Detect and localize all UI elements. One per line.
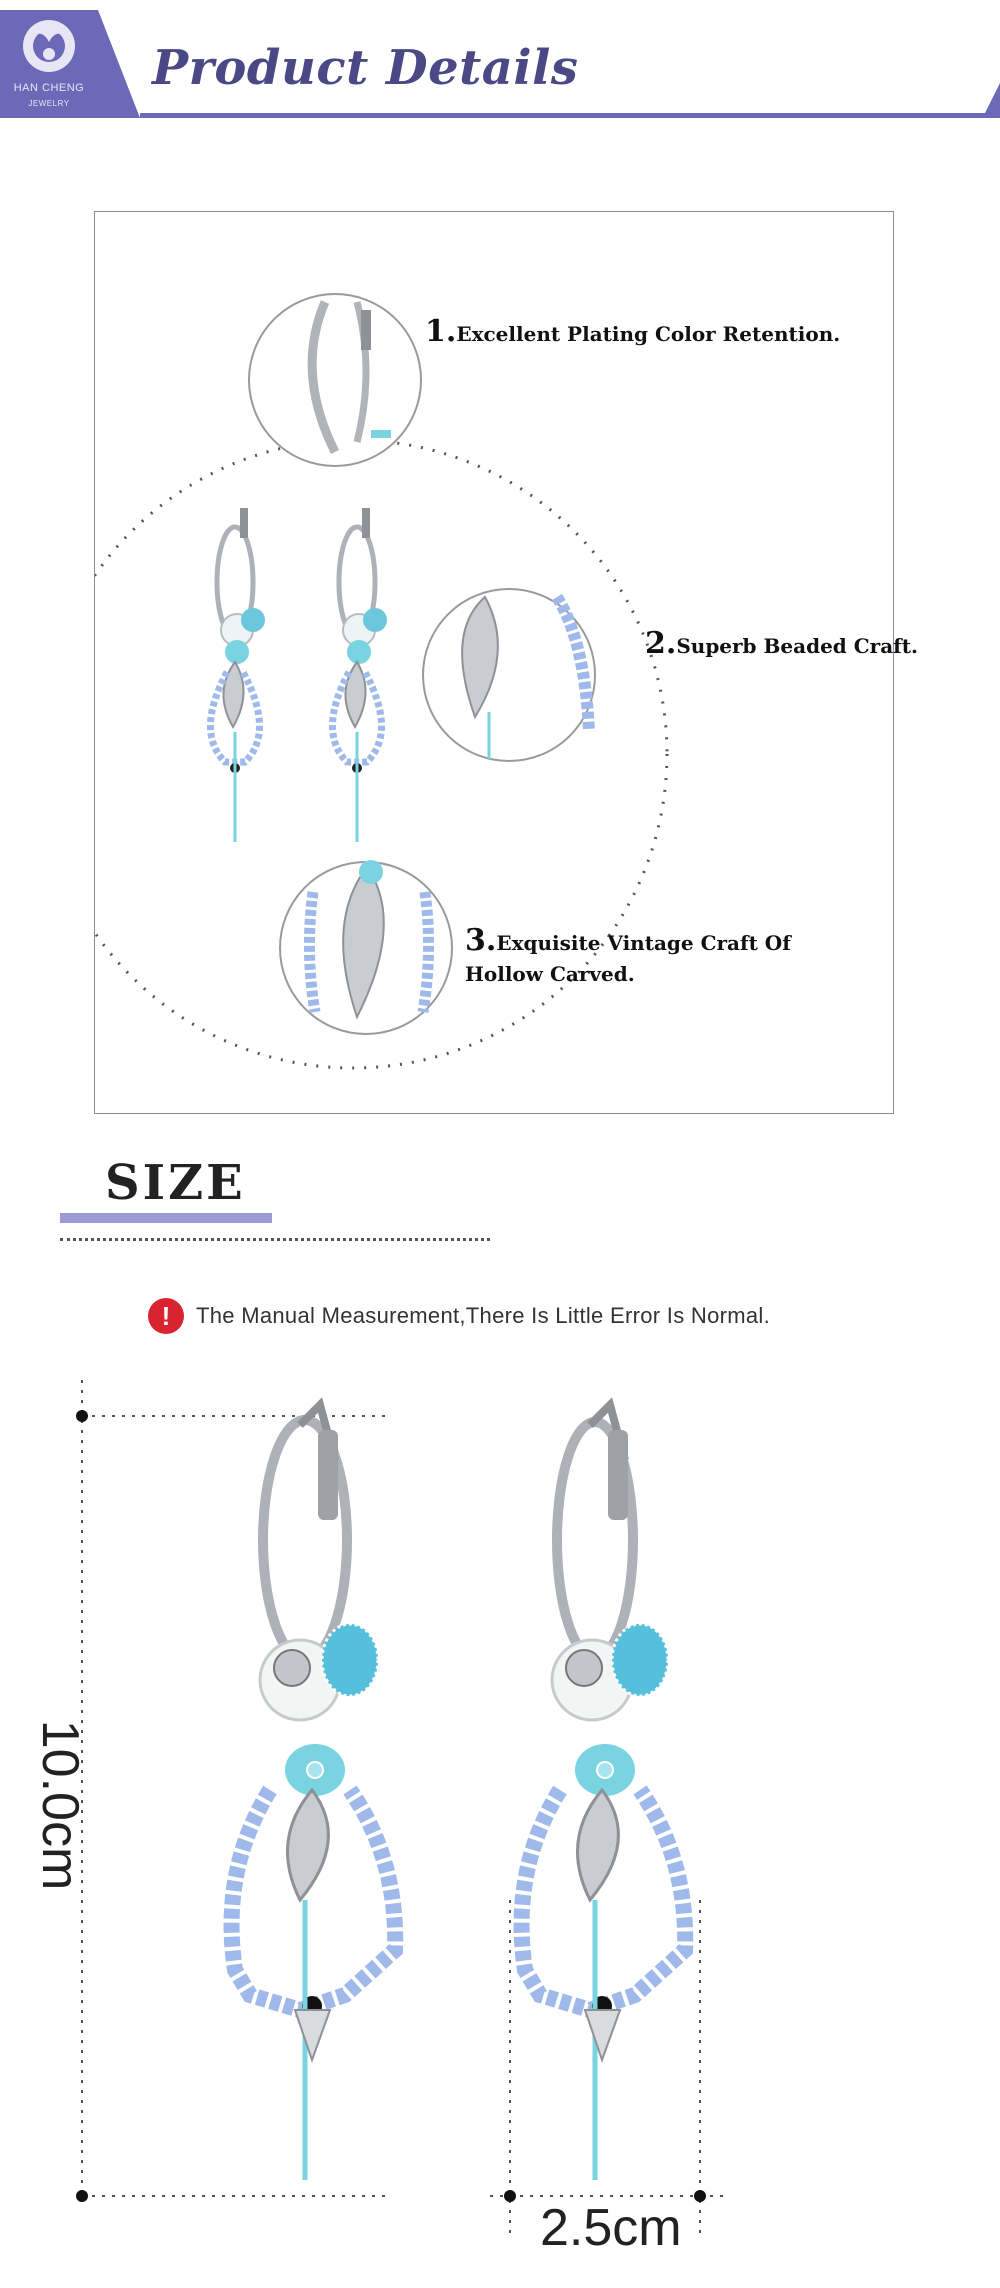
height-label: 10.0cm: [31, 1719, 89, 1891]
feature-panel: [94, 211, 918, 1114]
earring-left-small: [210, 508, 265, 842]
earring-left-large: [232, 1405, 396, 2180]
size-divider: [60, 1238, 490, 1241]
feature-1: [425, 315, 840, 354]
feature-2-text: Superb Beaded Craft.: [676, 634, 918, 658]
feature-2: [645, 627, 918, 666]
feature-1-number: 1.: [425, 314, 457, 349]
measurement-notice: [148, 1296, 770, 1336]
detail-circle-plating: [249, 294, 421, 466]
feature-1-text: Excellent Plating Color Retention.: [456, 322, 841, 346]
feature-3-text: Exquisite Vintage Craft Of: [496, 931, 791, 955]
width-label: 2.5cm: [540, 2199, 682, 2257]
detail-circle-beaded: [423, 589, 595, 761]
brand-name: HAN CHENG: [13, 82, 85, 94]
notice-text: The Manual Measurement,There Is Little Error Is Normal.: [196, 1303, 771, 1328]
earring-right-large: [522, 1405, 686, 2180]
feature-3-line-2: [465, 957, 635, 994]
page-title: Product Details: [152, 40, 579, 96]
detail-circle-hollow: [280, 860, 452, 1034]
feature-3-number: 3.: [465, 923, 497, 958]
size-heading: SIZE: [105, 1155, 246, 1211]
header-banner: [0, 0, 1000, 125]
feature-2-number: 2.: [645, 626, 677, 661]
feature-3-text-2: Hollow Carved.: [465, 962, 635, 986]
size-diagram: [0, 1370, 1000, 2288]
earring-right-small: [332, 508, 387, 842]
brand-logo-icon: [14, 14, 84, 84]
alert-icon: !: [148, 1298, 184, 1334]
size-heading-underline: [60, 1213, 272, 1223]
brand-subtitle: JEWELRY: [28, 99, 70, 108]
